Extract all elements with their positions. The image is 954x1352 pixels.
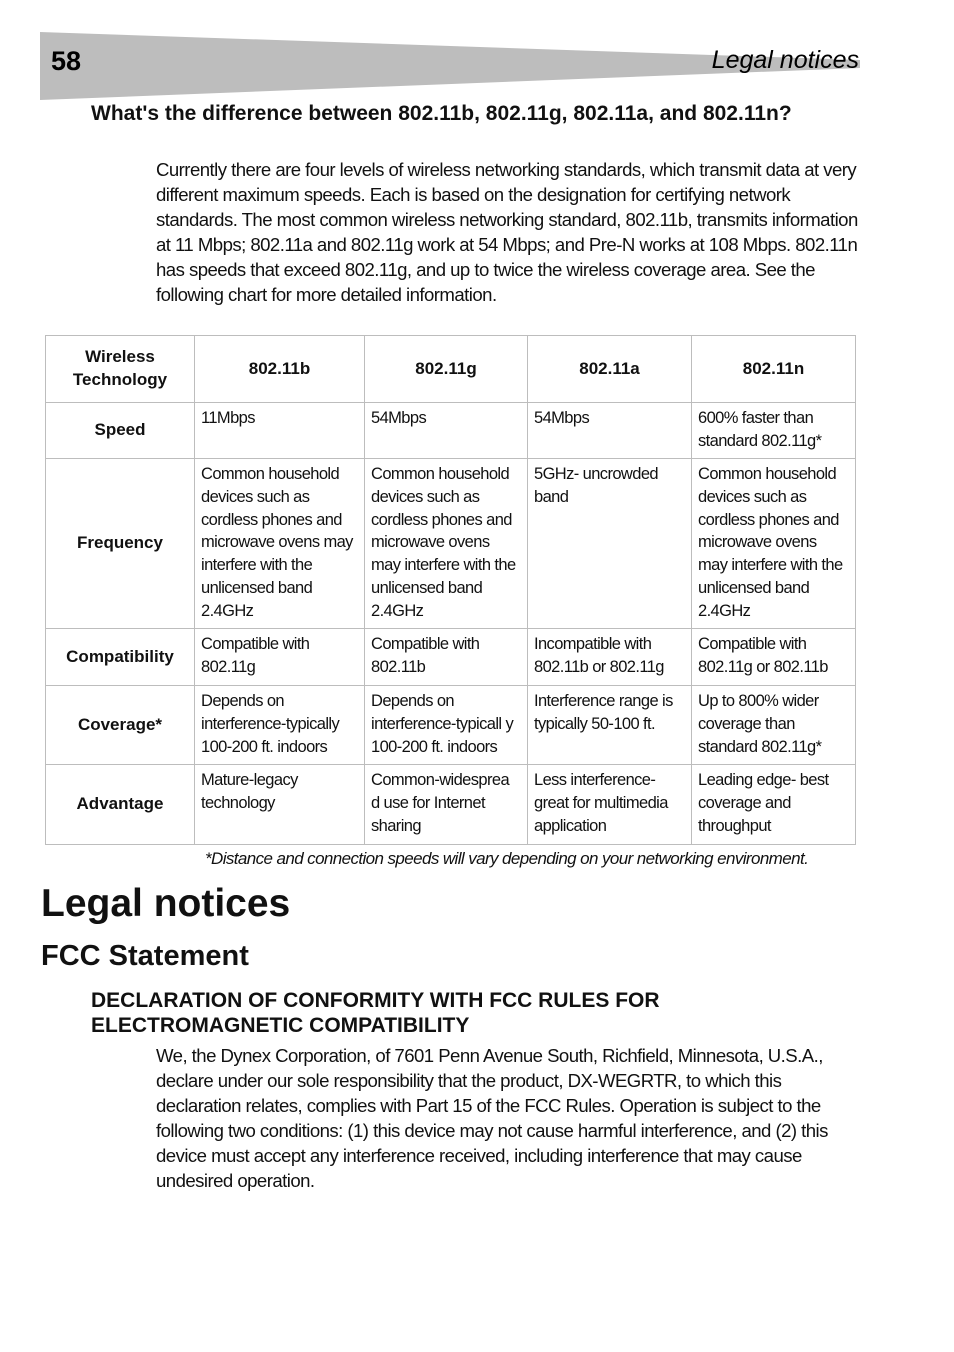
header-cell-802-11b: 802.11b (195, 336, 365, 403)
table-cell: 11Mbps (195, 403, 365, 459)
table-cell: Mature-legacy technology (195, 765, 365, 845)
table-cell: Common household devices such as cordless phones and microwave ovens may interfere with the unlicensed band 2.4GHz (365, 459, 528, 629)
table-row-compatibility (46, 629, 856, 686)
row-label: Compatibility (46, 629, 195, 686)
row-label: Coverage* (46, 686, 195, 765)
table-cell: 54Mbps (528, 403, 692, 459)
page-number: 58 (51, 46, 82, 76)
table-cell: Depends on interference-typicall y 100-200 ft. indoors (365, 686, 528, 765)
table-cell: 600% faster than standard 802.11g* (692, 403, 856, 459)
table-cell: Common household devices such as cordless phones and microwave ovens may interfere with the unlicensed band 2.4GHz (195, 459, 365, 629)
wireless-comparison-table (45, 335, 856, 845)
header-cell-802-11g: 802.11g (365, 336, 528, 403)
table-cell: Depends on interference-typically 100-200 ft. indoors (195, 686, 365, 765)
table-header-row (46, 336, 856, 403)
intro-paragraph: Currently there are four levels of wireless networking standards, which transmit data at very different maximum speeds. Each is based on the designation for certifying network standards. The most common wireless networking standard, 802.11b, transmits information at 11 Mbps; 802.11a and 802.11g work at 54 Mbps; and Pre-N works at 108 Mbps. 802.11n has speeds that exceed 802.11g, and up to twice the wireless coverage area. See the following chart for more detailed information. (156, 159, 858, 305)
table-cell: Compatible with 802.11g or 802.11b (692, 629, 856, 686)
header-cell-technology: Wireless Technology (46, 336, 195, 403)
table-cell: Compatible with 802.11g (195, 629, 365, 686)
declaration-paragraph: We, the Dynex Corporation, of 7601 Penn Avenue South, Richfield, Minnesota, U.S.A., declare under our sole responsibility that the product, DX-WEGRTR, to which this declaration relates, complies with Part 15 of the FCC Rules. Operation is subject to the following two conditions: (1) this device may not cause harmful interference, and (2) this device must accept any interference received, including interference that may cause undesired operation. (156, 1045, 828, 1191)
table-cell: 54Mbps (365, 403, 528, 459)
row-label: Advantage (46, 765, 195, 845)
table-cell: Interference range is typically 50-100 ft. (528, 686, 692, 765)
table-cell: Less interference- great for multimedia application (528, 765, 692, 845)
table-cell: Incompatible with 802.11b or 802.11g (528, 629, 692, 686)
table-row-coverage (46, 686, 856, 765)
section-title: Legal notices (41, 882, 291, 925)
running-head: Legal notices (711, 46, 859, 74)
header-cell-802-11a: 802.11a (528, 336, 692, 403)
table-row-advantage (46, 765, 856, 845)
table-row-speed (46, 403, 856, 459)
table-cell: Common-widesprea d use for Internet sharing (365, 765, 528, 845)
header-cell-802-11n: 802.11n (692, 336, 856, 403)
table-footnote: *Distance and connection speeds will vary depending on your networking environment. (205, 849, 809, 868)
row-label: Frequency (46, 459, 195, 629)
table-cell: Leading edge- best coverage and throughput (692, 765, 856, 845)
table-row-frequency (46, 459, 856, 629)
declaration-heading: DECLARATION OF CONFORMITY WITH FCC RULES FOR ELECTROMAGNETIC COMPATIBILITY (91, 989, 660, 1037)
table-cell: 5GHz- uncrowded band (528, 459, 692, 629)
table-cell: Compatible with 802.11b (365, 629, 528, 686)
table-cell: Common household devices such as cordless phones and microwave ovens may interfere with the unlicensed band 2.4GHz (692, 459, 856, 629)
fcc-statement-title: FCC Statement (41, 940, 249, 972)
row-label: Speed (46, 403, 195, 459)
table-cell: Up to 800% wider coverage than standard 802.11g* (692, 686, 856, 765)
question-heading: What's the difference between 802.11b, 802.11g, 802.11a, and 802.11n? (91, 102, 792, 125)
